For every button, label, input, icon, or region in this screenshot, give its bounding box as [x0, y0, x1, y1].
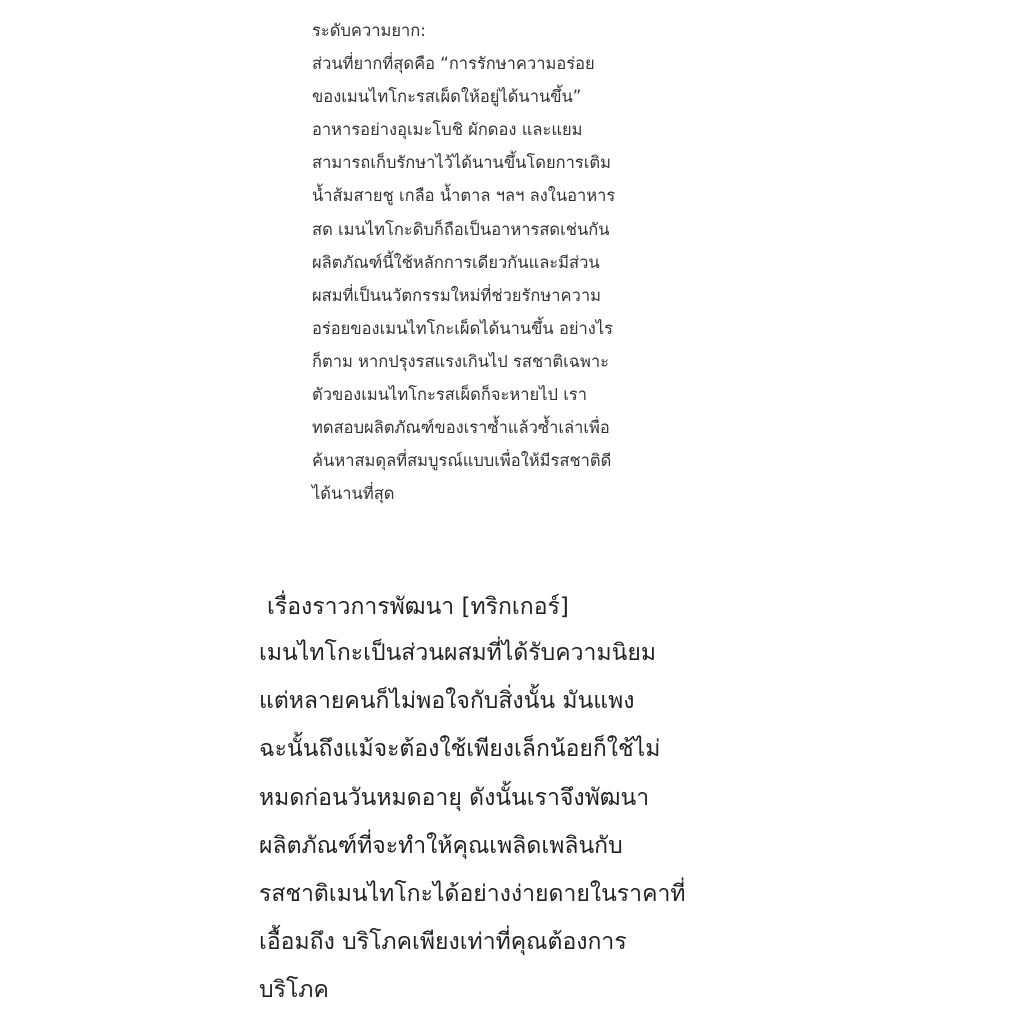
story-line: รสชาติเมนไทโกะได้อย่างง่ายดายในราคาที่ [259, 881, 686, 908]
difficulty-line: อร่อยของเมนไทโกะเผ็ดได้นานขึ้น อย่างไร [312, 318, 614, 338]
development-story-heading: เรื่องราวการพัฒนา [ทริกเกอร์] [267, 594, 569, 620]
story-line: ฉะนั้นถึงแม้จะต้องใช้เพียงเล็กน้อยก็ใช้ไม่ [259, 736, 661, 763]
story-line: เมนไทโกะเป็นส่วนผสมที่ได้รับความนิยม [259, 640, 656, 666]
difficulty-line: ได้นานที่สุด [312, 484, 395, 504]
story-line: แต่หลายคนก็ไม่พอใจกับสิ่งนั้น มันแพง [259, 688, 635, 715]
difficulty-line: ส่วนที่ยากที่สุดคือ “การรักษาความอร่อย [312, 54, 595, 74]
difficulty-line: ผสมที่เป็นนวัตกรรมใหม่ที่ช่วยรักษาความ [312, 285, 601, 305]
difficulty-line: ผลิตภัณฑ์นี้ใช้หลักการเดียวกันและมีส่วน [312, 252, 600, 272]
difficulty-line: สามารถเก็บรักษาไว้ได้นานขึ้นโดยการเติม [312, 153, 611, 173]
difficulty-line: ตัวของเมนไทโกะรสเผ็ดก็จะหายไป เรา [312, 385, 587, 405]
development-story-section [259, 585, 819, 1015]
difficulty-line: อาหารอย่างอุเมะโบชิ ผักดอง และแยม [312, 120, 583, 140]
story-line: หมดก่อนวันหมดอายุ ดังนั้นเราจึงพัฒนา [259, 784, 650, 811]
difficulty-line: ก็ตาม หากปรุงรสแรงเกินไป รสชาติเฉพาะ [312, 351, 610, 371]
story-line: บริโภค [259, 977, 329, 1004]
difficulty-line: ทดสอบผลิตภัณฑ์ของเราซ้ำแล้วซ้ำเล่าเพื่อ [312, 418, 610, 438]
difficulty-line: ค้นหาสมดุลที่สมบูรณ์แบบเพื่อให้มีรสชาติดี [312, 451, 612, 471]
difficulty-line: สด เมนไทโกะดิบก็ถือเป็นอาหารสดเช่นกัน [312, 219, 610, 239]
difficulty-heading: ระดับความยาก: [312, 21, 426, 40]
difficulty-line: น้ำส้มสายชู เกลือ น้ำตาล ฯลฯ ลงในอาหาร [312, 186, 616, 206]
story-line: ผลิตภัณฑ์ที่จะทำให้คุณเพลิดเพลินกับ [259, 832, 623, 859]
story-line: เอื้อมถึง บริโภคเพียงเท่าที่คุณต้องการ [259, 929, 627, 956]
difficulty-line: ของเมนไทโกะรสเผ็ดให้อยู่ได้นานขึ้น” [312, 87, 582, 107]
difficulty-section [312, 14, 732, 510]
